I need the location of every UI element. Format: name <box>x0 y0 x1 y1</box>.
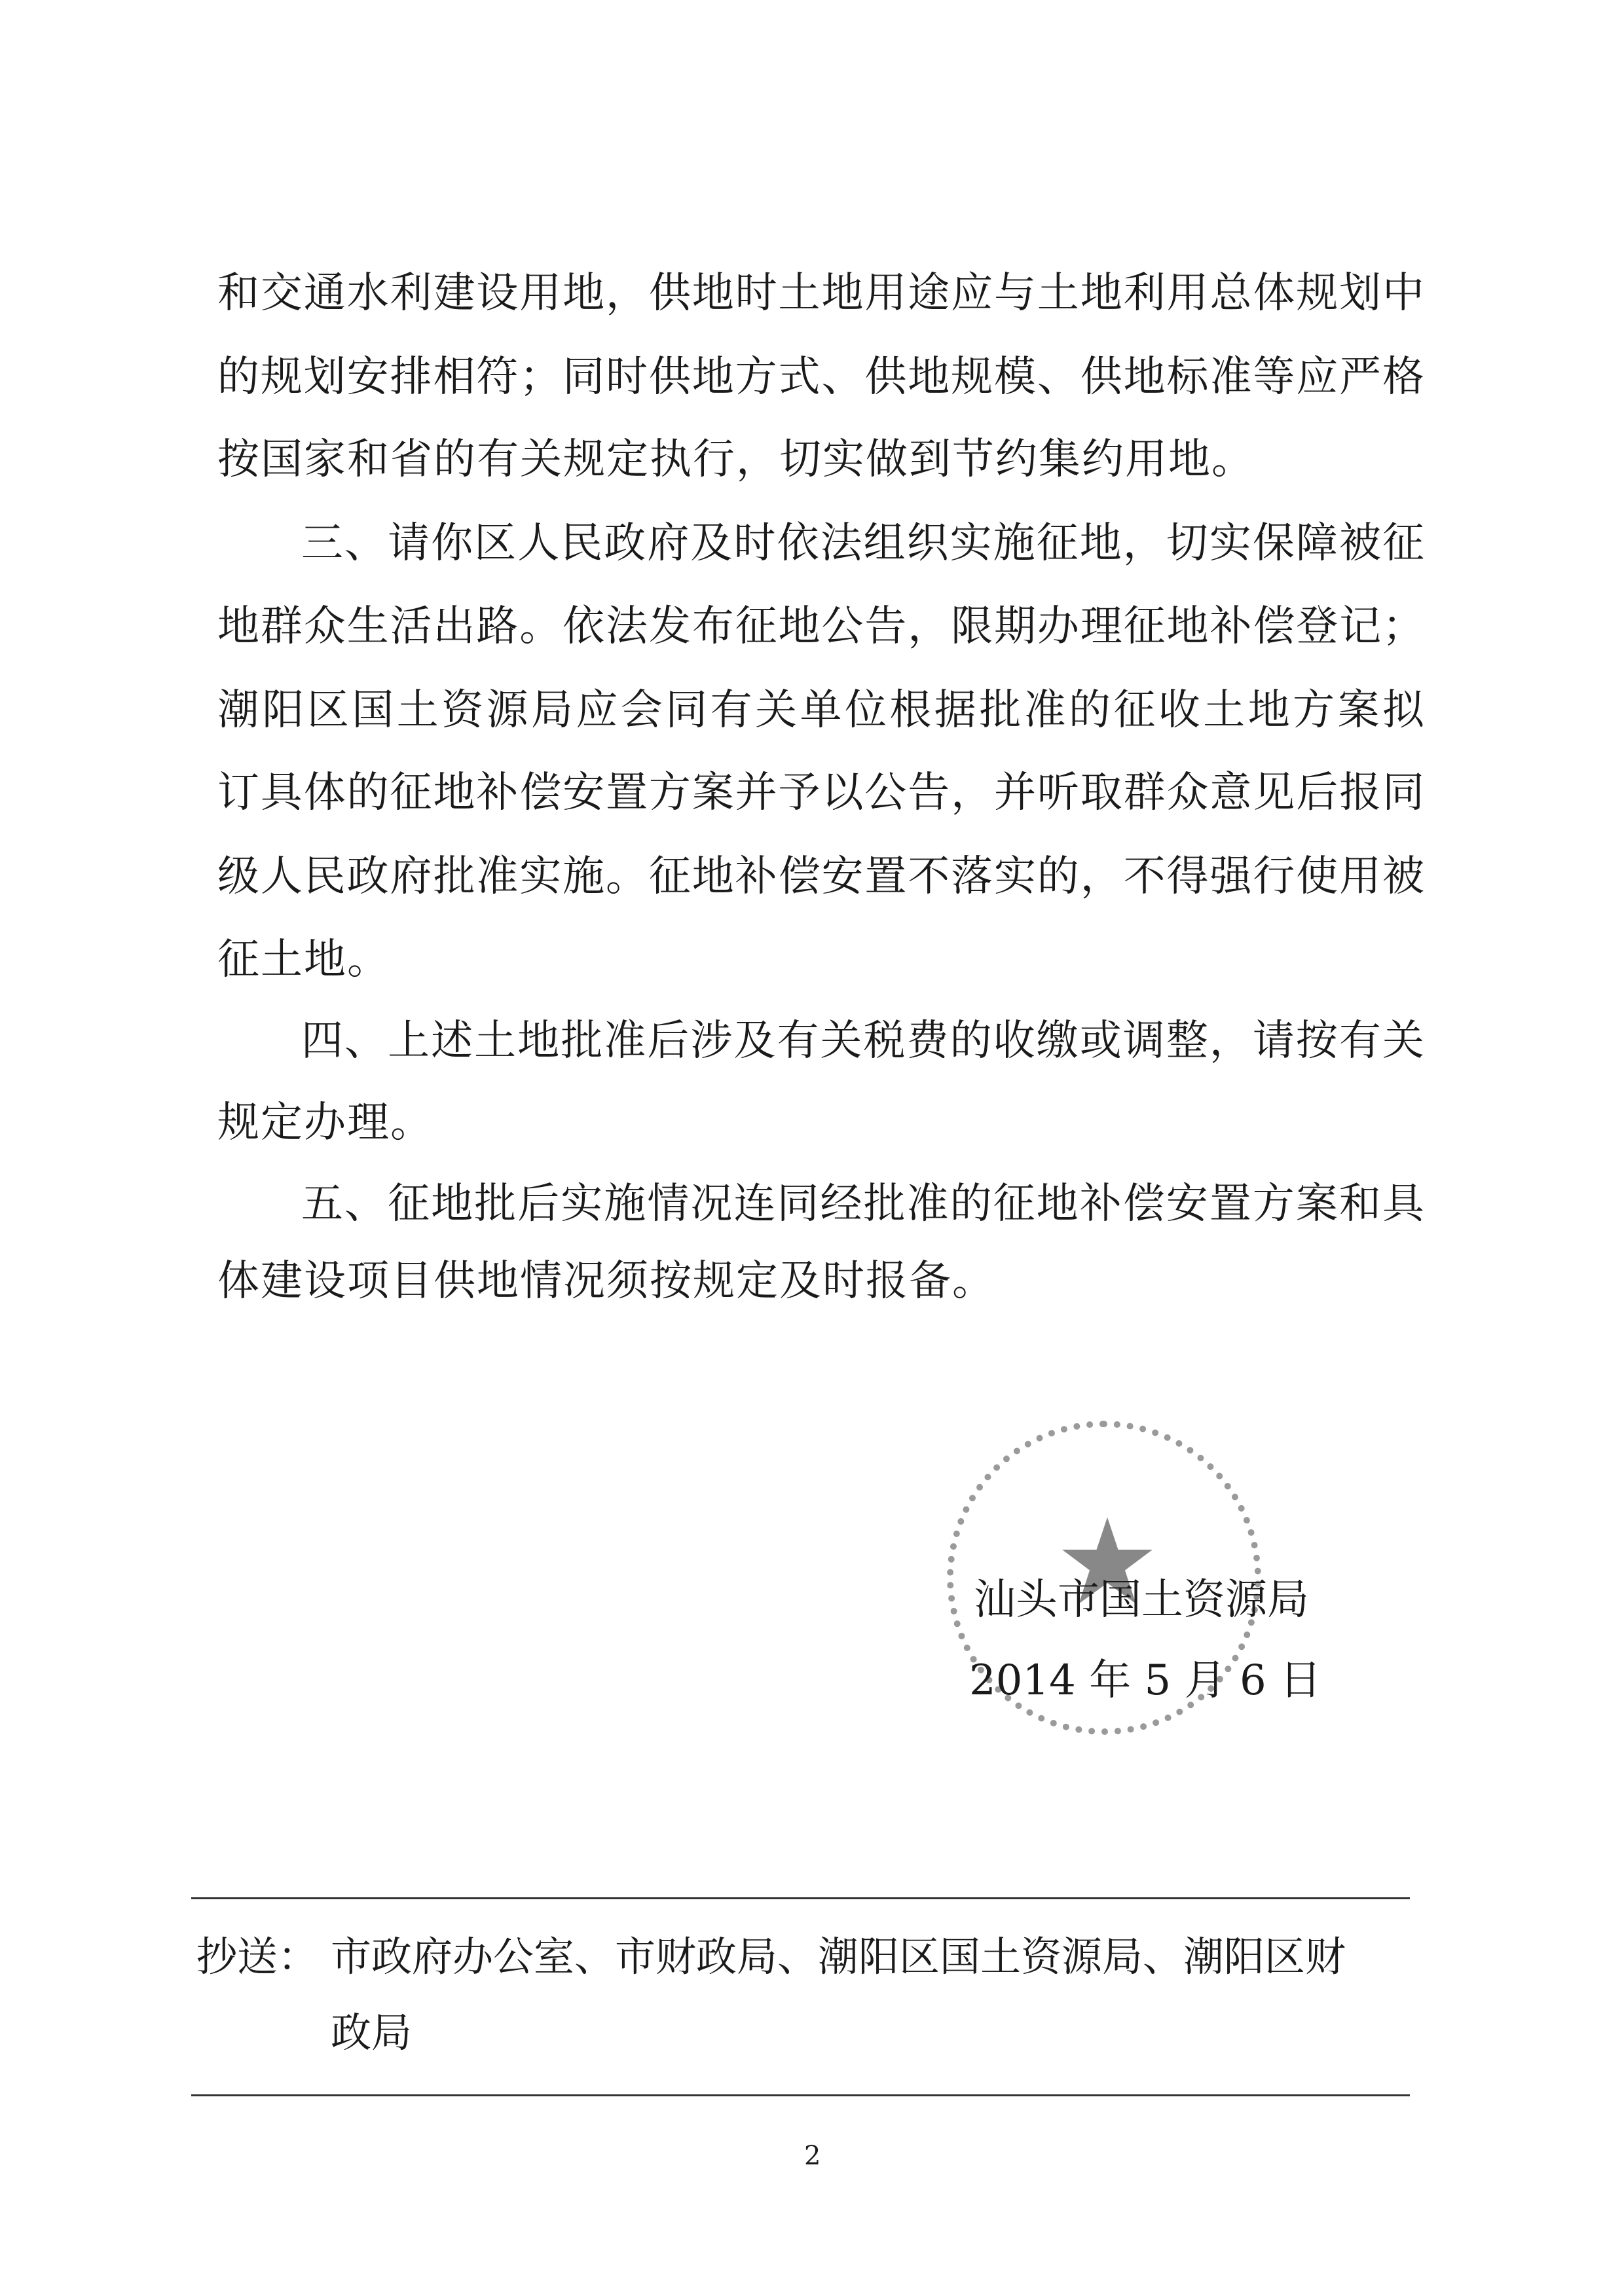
cc-label: 抄送： <box>196 1933 319 1980</box>
body-text-line: 级人民政府批准实施。征地补偿安置不落实的，不得强行使用被 <box>217 852 1424 901</box>
body-text-line: 按国家和省的有关规定执行，切实做到节约集约用地。 <box>217 435 1255 484</box>
issuer-name: 汕头市国土资源局 <box>974 1576 1309 1624</box>
divider-top <box>191 1897 1410 1899</box>
body-text-line: 征土地。 <box>217 936 390 984</box>
body-text-line: 潮阳区国土资源局应会同有关单位根据批准的征收土地方案拟 <box>217 686 1424 735</box>
cc-recipients: 市政府办公室、市财政局、潮阳区国土资源局、潮阳区财 <box>331 1933 1346 1980</box>
page-number: 2 <box>804 2141 821 2171</box>
body-text-line: 的规划安排相符；同时供地方式、供地规模、供地标准等应严格 <box>217 353 1424 401</box>
divider-bottom <box>191 2094 1410 2096</box>
body-text-line: 四、上述土地批准后涉及有关税费的收缴或调整，请按有关 <box>301 1017 1424 1065</box>
body-text-line: 地群众生活出路。依法发布征地公告，限期办理征地补偿登记； <box>217 602 1424 651</box>
body-text-line: 规定办理。 <box>217 1099 434 1147</box>
body-text-line: 体建设项目供地情况须按规定及时报备。 <box>217 1257 995 1305</box>
cc-recipients-cont: 政局 <box>331 2009 413 2056</box>
body-text-line: 五、征地批后实施情况连同经批准的征地补偿安置方案和具 <box>301 1180 1424 1228</box>
issue-date: 2014 年 5 月 6 日 <box>969 1656 1322 1705</box>
body-text-line: 订具体的征地补偿安置方案并予以公告，并听取群众意见后报同 <box>217 769 1424 817</box>
body-text-line: 和交通水利建设用地，供地时土地用途应与土地利用总体规划中 <box>217 269 1424 318</box>
body-text-line: 三、请你区人民政府及时依法组织实施征地，切实保障被征 <box>301 519 1424 568</box>
